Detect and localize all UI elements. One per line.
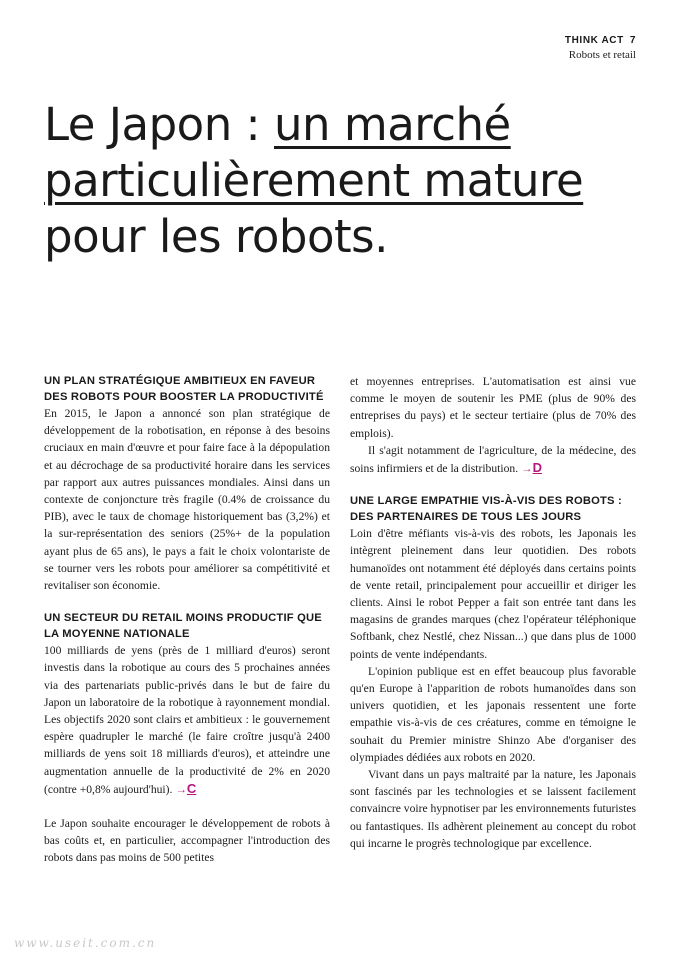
brand-name: THINK ACT	[564, 35, 624, 46]
paragraph-pepper: Loin d'être méfiants vis-à-vis des robots, les Japonais les intègrent pleinement dans leur quotidien. Des robots humanoïdes ont notamment été déployés dans certains points de vente retail, principalement pour accueillir et diriger les clients. Ainsi le robot Pepper a fait son entrée tant dans les magasins de grandes marques (chez l'opérateur téléphonique Softbank, chez Nestlé, chez Nissan...) que dans plus de 1000 points de vente indépendants.	[350, 527, 636, 661]
paragraph-public-opinion: L'opinion publique est en effet beaucoup plus favorable qu'en Europe à l'apparition de robots humanoïdes dans son univers quotidien, et les japonais ressentent une forte empathie vis-à-vis de ces créatures, comme en témoigne le souhait du Premier ministre Shinzo Abe d'organiser des olympiades dédiées aux robots en 2020.	[350, 664, 636, 764]
reference-link-d[interactable]	[521, 462, 542, 475]
paragraph-sme: et moyennes entreprises. L'automatisation est ainsi vue comme le moyen de soutenir les PME (plus de 90% des entreprises du pays) et le secteur tertiaire (plus de 70% des emplois).	[350, 375, 636, 440]
left-column	[44, 373, 330, 867]
watermark: www.useit.com.cn	[14, 936, 157, 950]
paragraph-sectors-text: Il s'agit notamment de l'agriculture, de la médecine, des soins infirmiers et de la distribution.	[350, 443, 636, 476]
paragraph-retail-sector-text: 100 milliards de yens (près de 1 milliard d'euros) seront investis dans la robotique au cours des 5 prochaines années via des partenariats public-privés dans le but de faire du Japon un laboratoire de la robotique à rayonnement mondial. Les objectifs 2020 sont clairs et ambitieux : le gouvernement espère quadrupler le marché (le faire croître jusqu'à 2400 milliards de yens soit 18 milliards d'euros), et atteindre une augmentation annuelle de la productivité de 2% en 2020 (contre +0,8% aujourd'hui).	[44, 644, 330, 796]
page-header	[565, 35, 636, 61]
arrow-right-icon: →	[521, 462, 533, 476]
heading-retail-sector: UN SECTEUR DU RETAIL MOINS PRODUCTIF QUE LA MOYENNE NATIONALE	[44, 612, 322, 641]
reference-link-c[interactable]	[175, 780, 197, 796]
title-part-1: Le Japon :	[44, 98, 275, 151]
brand-line	[565, 35, 636, 46]
section-name: Robots et retail	[568, 49, 636, 61]
paragraph-strategic-plan: En 2015, le Japon a annoncé son plan stratégique de développement de la robotisation, en réponse à des besoins cruciaux en main d'œuvre et pour faire face à la dépopulation et au décrochage de sa productivité horaire dans les services par rapport aux autres puissances mondiales. Ainsi dans un contexte de conjoncture très fragile (0.4% de croissance du PIB), avec le taux de chomage historiquement bas (3,2%) et la sur-représentation des seniors (25%+ de la population ayant plus de 65 ans), le pays a fait le choix volontariste de se tourner vers les robots pour améliorer sa compétitivité et revitaliser son économie.	[44, 407, 330, 593]
heading-strategic-plan: UN PLAN STRATÉGIQUE AMBITIEUX EN FAVEUR DES ROBOTS POUR BOOSTER LA PRODUCTIVITÉ	[44, 375, 324, 403]
reference-letter-d: D	[532, 460, 542, 476]
paragraph-low-cost-robots: Le Japon souhaite encourager le développement de robots à bas coûts et, en particulier, accompagner l'introduction des robots dans pas moins de 500 petites	[44, 817, 330, 865]
page-title	[44, 97, 644, 265]
reference-letter-c: C	[186, 780, 197, 796]
paragraph-sectors	[350, 442, 636, 477]
paragraph-technology: Vivant dans un pays maltraité par la nature, les Japonais sont fascinés par les technologies et se laissent facilement convaincre voire hypnotiser par les environnements futuristes ou fantastiques. Ils adhèrent pleinement au concept du robot qui incarne le progrès technologique par excellence.	[350, 768, 636, 850]
arrow-right-icon: →	[175, 782, 187, 796]
title-underlined: un marché particulièrement mature	[44, 98, 584, 207]
page-number: 7	[629, 35, 636, 46]
right-column	[350, 373, 636, 852]
paragraph-retail-sector	[44, 642, 330, 798]
heading-empathy: UNE LARGE EMPATHIE VIS-À-VIS DES ROBOTS : DES PARTENAIRES DE TOUS LES JOURS	[350, 495, 622, 524]
title-part-2: pour les robots.	[44, 210, 388, 263]
